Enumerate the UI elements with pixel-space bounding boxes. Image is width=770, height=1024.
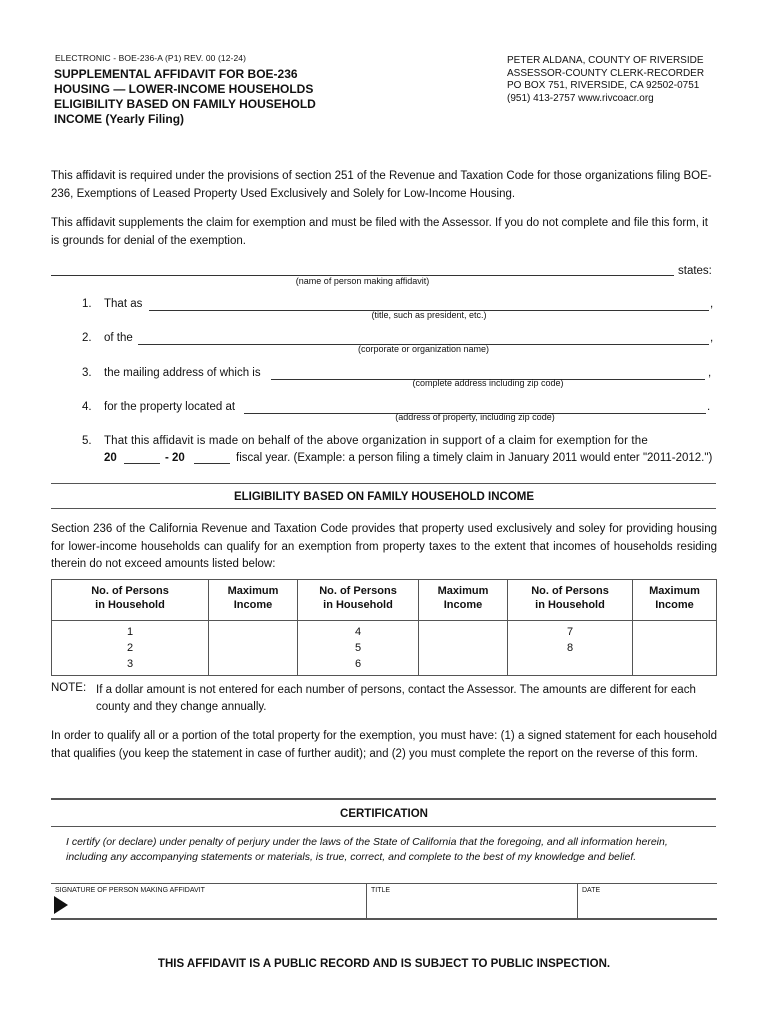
address-line: PETER ALDANA, COUNTY OF RIVERSIDE — [507, 55, 704, 66]
persons-cell: 7 8 — [508, 621, 633, 676]
persons-header: No. of Persons in Household — [52, 580, 209, 621]
table-header-row — [52, 580, 717, 621]
item-number: 2. — [82, 332, 92, 344]
signature-block — [51, 883, 717, 920]
end-year-field[interactable] — [194, 463, 230, 464]
item-end: . — [707, 401, 711, 413]
table-row — [52, 621, 717, 676]
item5-tail: fiscal year. (Example: a person filing a timely claim in January 2011 would enter "2011-2012.") — [236, 452, 713, 464]
persons-header: No. of Persons in Household — [298, 580, 419, 621]
title-sign-field[interactable] — [367, 884, 578, 918]
item-end: , — [710, 332, 714, 344]
intro-paragraph-1: This affidavit is required under the provisions of section 251 of the Revenue and Taxation Code for those organizations filing BOE-236, Exemptions of Leased Property Used Exclusively and Solely for Low-Income Housing. — [51, 170, 712, 200]
signature-label: SIGNATURE OF PERSON MAKING AFFIDAVIT — [55, 887, 205, 894]
eligibility-text: Section 236 of the California Revenue and Taxation Code provides that property used exclusively and soley for providing housing for lower-income households can qualify for an exemption from property taxes to the extent that incomes of households residing therein do not exceed amounts listed below: — [51, 523, 717, 570]
item-number: 3. — [82, 367, 92, 379]
item5-text: That this affidavit is made on behalf of the above organization in support of a claim for exemption for the — [104, 435, 648, 447]
sign-here-arrow-icon — [54, 896, 68, 914]
divider — [51, 798, 716, 800]
item-label: for the property located at — [104, 401, 236, 413]
form-number: ELECTRONIC - BOE-236-A (P1) REV. 00 (12-24) — [55, 53, 247, 63]
assessor-address — [507, 55, 704, 105]
income-cell[interactable] — [633, 621, 717, 676]
income-header: Maximum Income — [633, 580, 717, 621]
income-header: Maximum Income — [419, 580, 508, 621]
note-text: If a dollar amount is not entered for each number of persons, contact the Assessor. The amounts are different for each county and they change annually. — [96, 684, 696, 713]
eligibility-heading: ELIGIBILITY BASED ON FAMILY HOUSEHOLD INCOME — [233, 491, 535, 503]
address-line: ASSESSOR-COUNTY CLERK-RECORDER — [507, 67, 705, 79]
item-label: That as — [104, 298, 143, 310]
states-label: states: — [678, 265, 712, 277]
item-label: the mailing address of which is — [104, 367, 261, 379]
income-table — [51, 579, 717, 676]
title-line: SUPPLEMENTAL AFFIDAVIT FOR BOE-236 — [54, 67, 298, 81]
persons-cell: 4 5 6 — [298, 621, 419, 676]
income-cell[interactable] — [209, 621, 298, 676]
title-label: TITLE — [371, 887, 391, 894]
item-number: 1. — [82, 298, 92, 310]
item-end: , — [708, 367, 712, 379]
item-number: 5. — [82, 435, 92, 447]
mailing-address-caption: (complete address including zip code) — [412, 378, 564, 388]
organization-caption: (corporate or organization name) — [357, 344, 490, 354]
year-prefix: 20 — [104, 452, 117, 464]
affiant-caption: (name of person making affidavit) — [295, 276, 430, 286]
start-year-field[interactable] — [124, 463, 160, 464]
title-caption: (title, such as president, etc.) — [371, 310, 487, 320]
persons-cell: 1 2 3 — [52, 621, 209, 676]
divider — [51, 483, 716, 484]
divider — [51, 826, 716, 827]
date-label: DATE — [582, 887, 601, 894]
year-separator: - 20 — [165, 452, 185, 464]
title-line: INCOME (Yearly Filing) — [54, 112, 185, 126]
divider — [51, 508, 716, 509]
income-header: Maximum Income — [209, 580, 298, 621]
title-line: ELIGIBILITY BASED ON FAMILY HOUSEHOLD — [54, 97, 316, 111]
certification-heading: CERTIFICATION — [340, 808, 428, 820]
date-field[interactable] — [578, 884, 717, 918]
title-line: HOUSING — LOWER-INCOME HOUSEHOLDS — [54, 82, 314, 96]
item-end: , — [710, 298, 714, 310]
form-title — [54, 67, 354, 127]
public-record-notice: THIS AFFIDAVIT IS A PUBLIC RECORD AND IS SUBJECT TO PUBLIC INSPECTION. — [157, 958, 611, 970]
address-line: (951) 413-2757 www.rivcoacr.org — [507, 92, 654, 104]
qualify-text: In order to qualify all or a portion of the total property for the exemption, you must have: (1) a signed statement for each household that qualifies (you keep the statement in case of further audit); and (2) you must complete the report on the reverse of this form. — [51, 730, 717, 760]
item-number: 4. — [82, 401, 92, 413]
signature-field[interactable] — [51, 884, 367, 918]
address-line: PO BOX 751, RIVERSIDE, CA 92502-0751 — [507, 80, 700, 91]
persons-header: No. of Persons in Household — [508, 580, 633, 621]
intro-paragraph-2: This affidavit supplements the claim for exemption and must be filed with the Assessor. If you do not complete and file this form, it is grounds for denial of the exemption. — [51, 217, 708, 247]
income-cell[interactable] — [419, 621, 508, 676]
note-label: NOTE: — [51, 682, 87, 694]
property-address-caption: (address of property, including zip code) — [395, 412, 555, 422]
item-label: of the — [104, 332, 133, 344]
certification-text: I certify (or declare) under penalty of perjury under the laws of the State of California that the foregoing, and all information herein, including any accompanying statements or materials, is true, correct, and complete to the best of my knowledge and belief. — [66, 836, 668, 863]
